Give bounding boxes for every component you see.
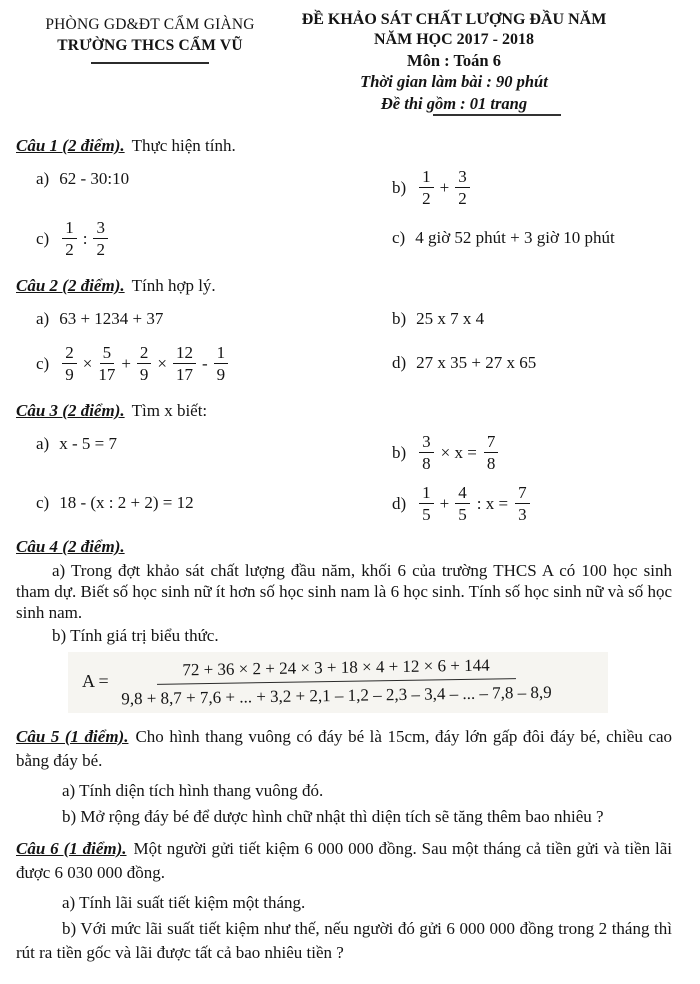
q2-item-a [36, 307, 376, 331]
issuer-block [16, 10, 284, 115]
operator: : [82, 228, 88, 248]
page-count-text: Đề thi gồm : 01 trang [380, 94, 528, 113]
item-expression: 4 giờ 52 phút + 3 giờ 10 phút [415, 228, 615, 247]
fraction-denominator: 9 [216, 365, 226, 384]
q1-heading [16, 135, 672, 157]
fraction [515, 483, 530, 524]
q1-item-c [36, 218, 376, 259]
fraction-numerator: 5 [100, 343, 115, 364]
q2-row-2 [16, 343, 672, 384]
fraction-denominator: 5 [422, 505, 431, 524]
q3-item-c [36, 491, 376, 515]
q2-title: Câu 2 (2 điểm). [16, 276, 125, 295]
formula-numerator: 72 + 36 × 2 + 24 × 3 + 18 × 4 + 12 × 6 + 144 [156, 654, 516, 685]
fraction [484, 432, 499, 473]
equation-middle: × x = [440, 442, 477, 462]
q1-col-left [16, 218, 376, 259]
header-right-rule [433, 114, 561, 116]
fraction [62, 218, 77, 259]
fraction [419, 432, 434, 473]
fraction [419, 483, 434, 524]
q3-item-a [36, 432, 376, 456]
q5-item-b: b) Mở rộng đáy bé để dược hình chữ nhật thì diện tích sẽ tăng thêm bao nhiêu ? [62, 807, 604, 826]
fraction-numerator: 2 [62, 343, 77, 364]
q3-col-right [376, 483, 672, 524]
item-label: a) [36, 434, 50, 453]
q4-formula [68, 652, 608, 713]
fraction-numerator: 1 [419, 483, 434, 504]
fraction-numerator: 7 [515, 483, 530, 504]
item-label: c) [36, 493, 50, 512]
fraction-numerator: 1 [419, 167, 434, 188]
operator: × [157, 353, 167, 373]
item-expression: 62 - 30:10 [59, 169, 130, 188]
item-label: b) [392, 442, 407, 462]
fraction-denominator: 9 [139, 365, 149, 384]
q2-col-right [376, 307, 672, 331]
fraction-denominator: 17 [98, 365, 116, 384]
item-label: b) [392, 177, 407, 197]
fraction-numerator: 3 [419, 432, 434, 453]
fraction [173, 343, 196, 384]
fraction [214, 343, 229, 384]
q3-heading [16, 400, 672, 422]
fraction-denominator: 2 [458, 189, 467, 208]
fraction-numerator: 4 [455, 483, 470, 504]
q4-paragraph-a: a) Trong đợt khảo sát chất lượng đầu năm, khối 6 của trường THCS A có 100 học sinh tham dự. Biết số học sinh nữ ít hơn số học sinh nam là 6 học sinh. Tính số học sinh nữ và số học sinh nam. [16, 561, 672, 622]
item-expression: 63 + 1234 + 37 [59, 309, 164, 328]
q2-item-b [392, 307, 672, 331]
q3-col-right [376, 432, 672, 473]
department-name: PHÒNG GD&ĐT CẨM GIÀNG [45, 16, 255, 33]
q5-title: Câu 5 (1 điểm). [16, 727, 129, 746]
fraction [455, 167, 470, 208]
q6-title: Câu 6 (1 điểm). [16, 839, 127, 858]
operator: × [82, 353, 93, 373]
subject-line: Môn : Toán 6 [407, 51, 501, 70]
q1-item-b [392, 167, 672, 208]
page-count-text-wrap [381, 93, 527, 115]
exam-title-block [284, 10, 624, 115]
q3-item-d [392, 483, 672, 524]
q1-col-right [376, 218, 672, 250]
fraction-denominator: 3 [518, 505, 527, 524]
q6-item-a: a) Tính lãi suất tiết kiệm một tháng. [62, 893, 306, 912]
q2-item-c [36, 343, 376, 384]
q3-title: Câu 3 (2 điểm). [16, 401, 125, 420]
document-header [16, 10, 672, 115]
q1-col-right [376, 167, 672, 208]
q2-col-left [16, 307, 376, 331]
q2-item-d [392, 351, 672, 375]
operator: + [439, 177, 450, 197]
q2-col-right [376, 343, 672, 375]
fraction-denominator: 2 [422, 189, 431, 208]
formula-lhs: A = [82, 671, 109, 691]
operator: + [121, 353, 131, 373]
header-left-rule [91, 62, 209, 64]
q3-col-left [16, 432, 376, 456]
fraction-denominator: 8 [422, 454, 431, 473]
fraction-denominator: 17 [176, 365, 193, 384]
item-label: a) [36, 309, 50, 328]
q1-item-a [36, 167, 376, 191]
q6-intro-paragraph [16, 837, 672, 885]
q2-heading [16, 275, 672, 297]
school-year: NĂM HỌC 2017 - 2018 [374, 31, 534, 48]
q5-item-a: a) Tính diện tích hình thang vuông đó. [62, 781, 324, 800]
fraction-numerator: 7 [484, 432, 499, 453]
item-label: c) [392, 228, 406, 247]
q1-desc: Thực hiện tính. [131, 136, 236, 155]
q1-row-2 [16, 218, 672, 259]
fraction-numerator: 1 [214, 343, 229, 364]
item-label: d) [392, 353, 407, 372]
q3-desc: Tìm x biết: [131, 401, 208, 420]
q6-item-b: b) Với mức lãi suất tiết kiệm như thế, nếu người đó gửi 6 000 000 đồng trong 2 tháng thì rút ra tiền gốc và lãi được tất cả bao nhiêu tiền ? [16, 919, 672, 962]
q3-row-2 [16, 483, 672, 524]
formula-denominator: 9,8 + 8,7 + 7,6 + ... + 3,2 + 2,1 – 1,2 – 2,3 – 3,4 – ... – 7,8 – 8,9 [120, 682, 552, 709]
q1-col-left [16, 167, 376, 191]
q3-row-1 [16, 432, 672, 473]
fraction [98, 343, 115, 384]
fraction-denominator: 5 [458, 505, 467, 524]
q2-desc: Tính hợp lý. [131, 276, 216, 295]
q1-row-1 [16, 167, 672, 208]
item-expression: 27 x 35 + 27 x 65 [416, 353, 537, 372]
q2-col-left [16, 343, 376, 384]
fraction-numerator: 2 [137, 343, 152, 364]
q4-heading [16, 536, 672, 558]
fraction-numerator: 1 [62, 218, 77, 239]
exam-title: ĐỀ KHẢO SÁT CHẤT LƯỢNG ĐẦU NĂM [301, 11, 607, 28]
item-expression: 18 - (x : 2 + 2) = 12 [59, 493, 194, 512]
fraction [455, 483, 470, 524]
equation-middle: : x = [476, 493, 509, 513]
item-label: d) [392, 493, 407, 513]
fraction [62, 343, 77, 384]
fraction-numerator: 3 [455, 167, 470, 188]
formula-fraction [120, 654, 551, 710]
fraction [93, 218, 108, 259]
q5-intro-paragraph [16, 725, 672, 773]
duration-line: Thời gian làm bài : 90 phút [360, 72, 548, 91]
fraction-numerator: 12 [173, 343, 196, 364]
fraction-denominator: 2 [65, 240, 74, 259]
school-name: TRƯỜNG THCS CẨM VŨ [57, 37, 243, 54]
fraction-denominator: 8 [486, 454, 496, 473]
fraction [137, 343, 152, 384]
item-expression: x - 5 = 7 [59, 434, 117, 453]
page-count-line [284, 93, 624, 115]
item-label: b) [392, 309, 407, 328]
fraction-denominator: 2 [96, 240, 105, 259]
q5-intro: Cho hình thang vuông có đáy bé là 15cm, đáy lớn gấp đôi đáy bé, chiều cao bằng đáy bé. [16, 727, 673, 770]
q3-col-left [16, 483, 376, 515]
item-label: c) [36, 228, 50, 248]
q6-intro: Một người gửi tiết kiệm 6 000 000 đồng. Sau một tháng cả tiền gửi và tiền lãi được 6 030 000 đồng. [16, 839, 672, 882]
operator: - [202, 353, 208, 373]
q1-title: Câu 1 (2 điểm). [16, 136, 125, 155]
item-label: a) [36, 169, 50, 188]
fraction-denominator: 9 [65, 365, 74, 384]
fraction-numerator: 3 [93, 218, 108, 239]
q1-item-c-right [392, 226, 672, 250]
q3-item-b [392, 432, 672, 473]
operator: + [439, 493, 450, 513]
q4-paragraph-b: b) Tính giá trị biểu thức. [52, 626, 219, 645]
q2-row-1 [16, 307, 672, 331]
q4-title: Câu 4 (2 điểm). [16, 537, 125, 556]
item-expression: 25 x 7 x 4 [416, 309, 485, 328]
item-label: c) [36, 353, 50, 373]
fraction [419, 167, 434, 208]
